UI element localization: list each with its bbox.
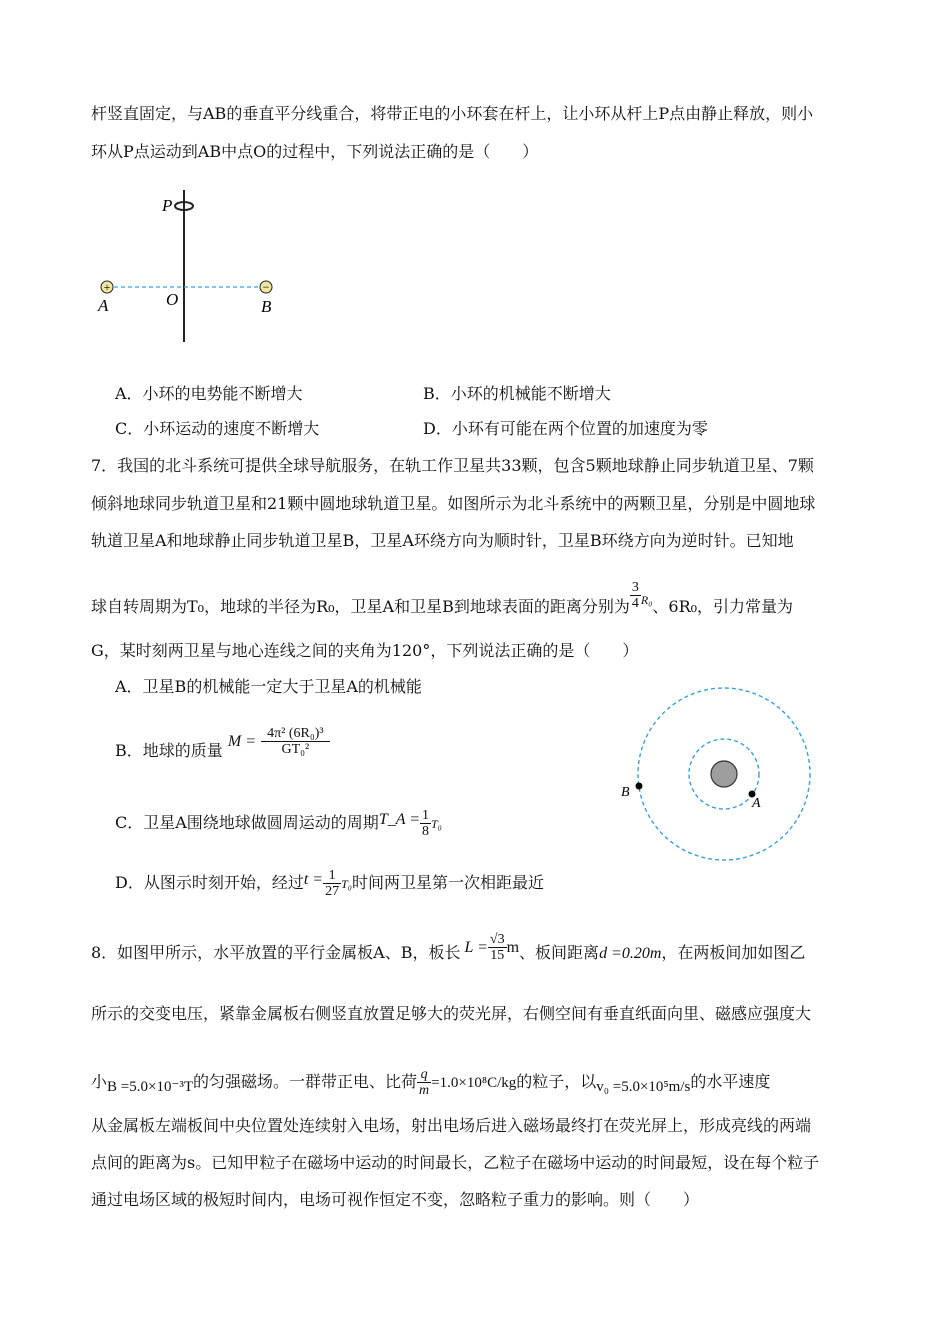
q7-line-4a: 球自转周期为T₀，地球的半径为R₀，卫星A和卫星B到地球表面的距离分别为 <box>91 597 630 616</box>
q7-option-b-text: B．地球的质量 <box>115 741 223 760</box>
q7-orbit-figure <box>615 685 820 865</box>
q7-option-a: A．卫星B的机械能一定大于卫星A的机械能 <box>115 677 422 696</box>
q8-line-3c: 的粒子，以 <box>516 1072 597 1091</box>
q7-line-4 <box>91 580 794 623</box>
q7-option-c-frac: $\frac{1}{8}$ <box>422 808 429 839</box>
q7-option-d-text2: 时间两卫星第一次相距最近 <box>351 873 544 892</box>
label-b: B <box>261 297 272 316</box>
q7-line-5: G，某时刻两卫星与地心连线之间的夹角为120°，下列说法正确的是（ ） <box>91 641 639 660</box>
q7-option-d-rhs: T₀ <box>341 877 352 891</box>
satellite-b-label: B <box>621 785 630 800</box>
q7-option-c-rhs: T₀ <box>431 817 442 831</box>
q7-option-d <box>115 868 544 899</box>
charge-b-sign: − <box>262 280 270 294</box>
q8-line-3d: 的水平速度 <box>690 1072 771 1091</box>
q7-option-c <box>115 808 442 839</box>
q6-line-2: 环从P点运动到AB中点O的过程中，下列说法正确的是（ ） <box>91 142 539 161</box>
q7-line-2: 倾斜地球同步轨道卫星和21颗中圆地球轨道卫星。如图所示为北斗系统中的两颗卫星，分别是中圆地球 <box>91 494 816 513</box>
q6-line-1: 杆竖直固定，与AB的垂直平分线重合，将带正电的小环套在杆上，让小环从杆上P点由静止释放，则小 <box>91 104 814 123</box>
q8-line-2: 所示的交变电压，紧靠金属板右侧竖直放置足够大的荧光屏，右侧空间有垂直纸面向里、磁感应强度大 <box>91 1004 812 1023</box>
q7-option-d-text1: D．从图示时刻开始，经过 <box>115 873 304 892</box>
charge-a-sign: + <box>103 280 111 294</box>
q8-v-expr: v₀ =5.0×10⁵m/s <box>596 1079 691 1095</box>
q8-qm-rhs: =1.0×10⁸C/kg <box>431 1075 517 1091</box>
q7-line-3: 轨道卫星A和地球静止同步轨道卫星B，卫星A环绕方向为顺时针，卫星B环绕方向为逆时针。已知地 <box>91 531 794 550</box>
q7-line-4b: 、6R₀，引力常量为 <box>652 597 794 616</box>
earth <box>711 761 737 787</box>
q8-b-expr: B =5.0×10⁻³T <box>107 1079 194 1095</box>
q7-option-d-lhs: t = <box>303 871 324 888</box>
q7-option-d-frac: $\frac{1}{27}$ <box>325 868 340 899</box>
q6-option-a: A．小环的电势能不断增大 <box>115 384 303 403</box>
q8-l-lhs: L = <box>464 939 488 956</box>
q8-l-frac: $\frac{√3}{15}$ <box>489 932 505 963</box>
label-o: O <box>166 290 179 309</box>
q8-qm-frac: $\frac{q}{m}$ <box>419 1067 430 1098</box>
q8-line-3a: 小 <box>91 1072 108 1091</box>
q7-option-b <box>115 726 330 767</box>
q8-line-1 <box>91 932 806 969</box>
q6-option-d: D．小环有可能在两个位置的加速度为零 <box>423 419 708 438</box>
q8-line-1b: 、板间距离 <box>519 943 600 962</box>
q7-option-c-text: C．卫星A围绕地球做圆周运动的周期 <box>115 813 379 832</box>
q6-figure <box>90 185 290 350</box>
satellite-b <box>636 783 643 790</box>
q7-r0: R₀ <box>640 593 653 607</box>
q8-line-4: 从金属板左端板间中央位置处连续射入电场，射出电场后进入磁场最终打在荧光屏上，形成亮线的两端 <box>91 1116 812 1135</box>
q7-frac-3-4: $\frac{3}{4}$ <box>631 580 639 611</box>
label-p: P <box>162 196 173 215</box>
q8-line-1a: 8．如图甲所示，水平放置的平行金属板A、B，板长 <box>91 943 461 962</box>
q8-line-1c: ，在两板间加如图乙 <box>661 943 806 962</box>
label-a: A <box>98 296 109 315</box>
q7-line-1: 7．我国的北斗系统可提供全球导航服务，在轨工作卫星共33颗，包含5颗地球静止同步轨道卫星、7颗 <box>91 456 814 475</box>
q8-l-unit: m <box>506 939 520 956</box>
q8-line-3 <box>91 1067 770 1098</box>
q6-option-b: B．小环的机械能不断增大 <box>423 384 611 403</box>
q6-option-c: C．小环运动的速度不断增大 <box>115 419 320 438</box>
satellite-a-label: A <box>752 796 761 811</box>
q8-line-6: 通过电场区域的极短时间内，电场可视作恒定不变，忽略粒子重力的影响。则（ ） <box>91 1190 700 1209</box>
q7-option-b-frac: $\frac{\text{4π² (6R₀)³}}{\text{GT₀²}}$ <box>261 726 330 757</box>
q7-option-b-lhs: M = <box>227 733 256 750</box>
q8-line-5: 点间的距离为s。已知甲粒子在磁场中运动的时间最长，乙粒子在磁场中运动的时间最短，设在每个粒子 <box>91 1153 820 1172</box>
q8-d-expr: d =0.20m <box>599 945 662 962</box>
q8-line-3b: 的匀强磁场。一群带正电、比荷 <box>193 1072 418 1091</box>
q7-option-c-lhs: T_A = <box>378 811 420 828</box>
